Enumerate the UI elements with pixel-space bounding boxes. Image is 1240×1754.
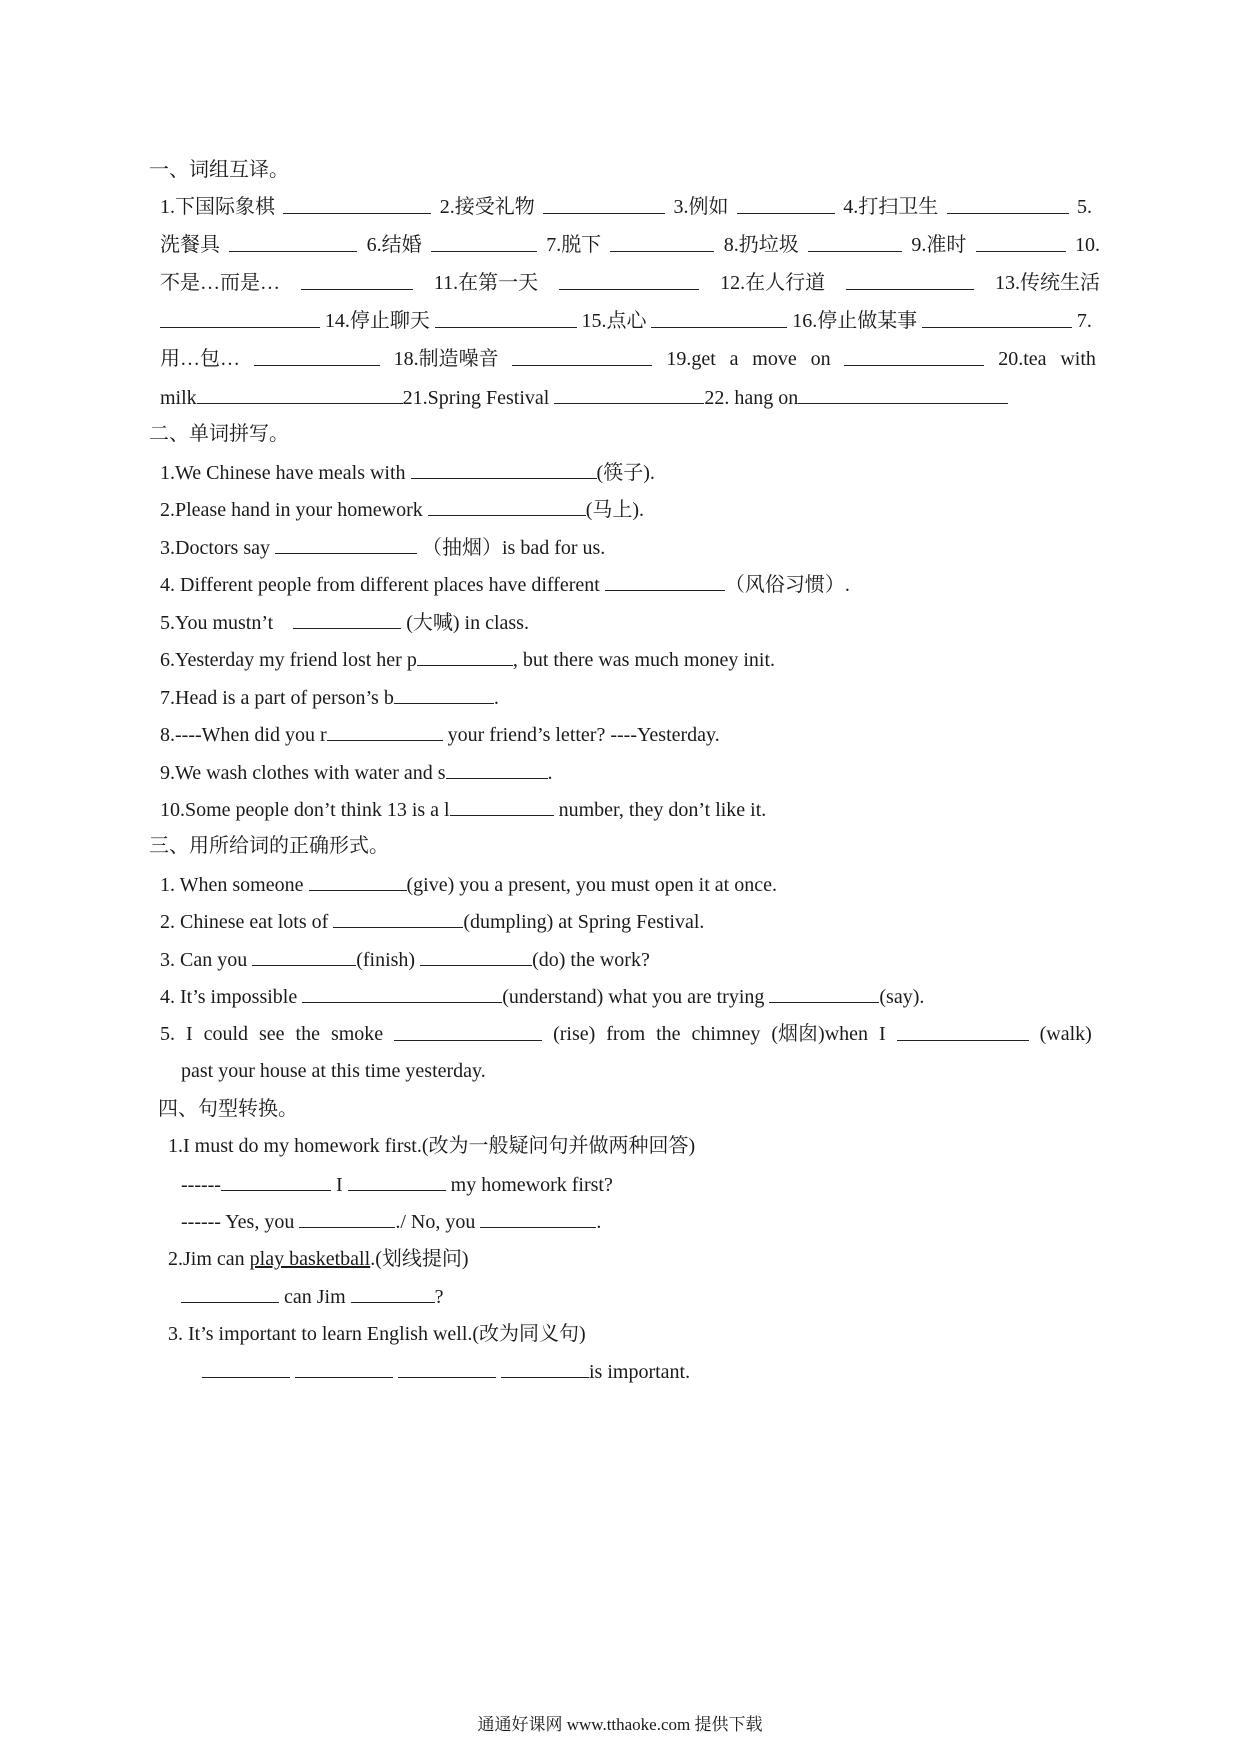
s1-item: 7.脱下: [546, 234, 602, 256]
s1-item: a: [729, 348, 739, 370]
s3-question-5-cont: past your house at this time yesterday.: [181, 1060, 486, 1082]
s1-item: 洗餐具: [160, 234, 220, 256]
answer-blank[interactable]: [160, 308, 320, 328]
answer-blank[interactable]: [293, 609, 401, 629]
s1-item: 5.: [1077, 196, 1092, 218]
s1-item: 9.准时: [911, 234, 967, 256]
s1-item: 22. hang on: [704, 387, 799, 409]
answer-blank[interactable]: [283, 194, 431, 214]
answer-blank[interactable]: [480, 1208, 596, 1228]
s1-item: 10.: [1074, 234, 1100, 256]
s1-line-5: [160, 346, 1096, 372]
s1-item: 16.停止做某事: [792, 310, 918, 332]
answer-blank[interactable]: [435, 308, 577, 328]
s1-item: move: [752, 348, 797, 370]
answer-blank[interactable]: [844, 346, 984, 366]
s1-line-4: [160, 308, 1092, 334]
s4-question-2: 2.Jim can play basketball.(划线提问): [168, 1248, 469, 1270]
section-4-heading: 四、句型转换。: [158, 1098, 298, 1120]
answer-blank[interactable]: [501, 1358, 589, 1378]
s1-item: 21.Spring Festival: [402, 387, 550, 409]
answer-blank[interactable]: [976, 232, 1066, 252]
answer-blank[interactable]: [229, 232, 357, 252]
answer-blank[interactable]: [301, 270, 413, 290]
s1-item: 7.: [1076, 310, 1092, 332]
answer-blank[interactable]: [808, 232, 902, 252]
answer-blank[interactable]: [610, 232, 714, 252]
s1-item: on: [810, 348, 831, 370]
s1-item: 11.在第一天: [433, 272, 539, 294]
s2-question-10: 10.Some people don’t think 13 is a l number, they don’t like it.: [160, 796, 766, 823]
s3-question-1: 1. When someone (give) you a present, you must open it at once.: [160, 871, 777, 898]
s2-question-8: 8.----When did you r your friend’s letter? ----Yesterday.: [160, 721, 720, 748]
answer-blank[interactable]: [420, 946, 532, 966]
answer-blank[interactable]: [846, 270, 974, 290]
answer-blank[interactable]: [431, 232, 537, 252]
s2-question-6: 6.Yesterday my friend lost her p , but there was much money init.: [160, 646, 775, 673]
s1-item: 20.tea: [998, 348, 1047, 370]
answer-blank[interactable]: [221, 1171, 331, 1191]
s2-question-7: 7.Head is a part of person’s b .: [160, 684, 499, 711]
s1-item: 13.传统生活: [994, 272, 1100, 294]
section-1-heading: 一、词组互译。: [149, 159, 289, 181]
answer-blank[interactable]: [181, 1283, 279, 1303]
answer-blank[interactable]: [651, 308, 787, 328]
answer-blank[interactable]: [554, 384, 704, 404]
answer-blank[interactable]: [302, 983, 502, 1003]
s1-item: 3.例如: [673, 196, 729, 218]
s1-item: 用…包…: [160, 348, 240, 370]
s4-question-3: 3. It’s important to learn English well.(改为同义句): [168, 1323, 586, 1345]
answer-blank[interactable]: [299, 1208, 395, 1228]
s4-q1-answer-2: ------ Yes, you ./ No, you .: [181, 1208, 601, 1235]
section-3-heading: 三、用所给词的正确形式。: [149, 835, 389, 857]
answer-blank[interactable]: [348, 1171, 446, 1191]
s2-question-9: 9.We wash clothes with water and s .: [160, 759, 553, 786]
s4-q2-answer: can Jim ?: [181, 1283, 444, 1310]
s3-question-5: 5. I could see the smoke (rise) from the chimney (烟囱)when I (walk): [160, 1023, 1092, 1045]
answer-blank[interactable]: [197, 384, 403, 404]
s1-line-1: [160, 194, 1092, 220]
s1-line-6: [160, 384, 1008, 411]
s1-item: 8.扔垃圾: [723, 234, 799, 256]
s1-item: 不是…而是…: [160, 272, 280, 294]
answer-blank[interactable]: [947, 194, 1069, 214]
answer-blank[interactable]: [922, 308, 1072, 328]
answer-blank[interactable]: [450, 796, 554, 816]
answer-blank[interactable]: [543, 194, 665, 214]
answer-blank[interactable]: [309, 871, 407, 891]
answer-blank[interactable]: [428, 496, 586, 516]
section-2-heading: 二、单词拼写。: [149, 423, 289, 445]
answer-blank[interactable]: [351, 1283, 435, 1303]
answer-blank[interactable]: [446, 759, 548, 779]
answer-blank[interactable]: [275, 534, 417, 554]
answer-blank[interactable]: [333, 908, 463, 928]
s1-item: 18.制造噪音: [393, 348, 499, 370]
answer-blank[interactable]: [897, 1021, 1029, 1041]
answer-blank[interactable]: [202, 1358, 290, 1378]
answer-blank[interactable]: [327, 721, 443, 741]
s4-q1-answer-1: ------ I my homework first?: [181, 1171, 613, 1198]
s2-question-1: 1.We Chinese have meals with (筷子).: [160, 459, 655, 486]
answer-blank[interactable]: [411, 459, 597, 479]
answer-blank[interactable]: [254, 346, 380, 366]
answer-blank[interactable]: [417, 646, 513, 666]
answer-blank[interactable]: [394, 684, 494, 704]
answer-blank[interactable]: [295, 1358, 393, 1378]
s2-question-2: 2.Please hand in your homework (马上).: [160, 496, 644, 523]
s2-question-3: 3.Doctors say （抽烟）is bad for us.: [160, 534, 605, 561]
s1-item: 2.接受礼物: [439, 196, 535, 218]
s1-item: 6.结婚: [366, 234, 422, 256]
s2-question-4: 4. Different people from different places have different （风俗习惯）.: [160, 571, 850, 598]
s3-question-3: 3. Can you (finish) (do) the work?: [160, 946, 650, 973]
s1-line-3: [160, 270, 1100, 296]
s4-q3-answer: is important.: [202, 1358, 690, 1385]
answer-blank[interactable]: [798, 384, 1008, 404]
s1-line-2: [160, 232, 1100, 258]
s3-question-2: 2. Chinese eat lots of (dumpling) at Spring Festival.: [160, 908, 704, 935]
answer-blank[interactable]: [252, 946, 356, 966]
s4-question-1: 1.I must do my homework first.(改为一般疑问句并做两种回答): [168, 1135, 696, 1157]
s1-item: 12.在人行道: [720, 272, 826, 294]
s1-item: milk: [160, 387, 197, 409]
answer-blank[interactable]: [737, 194, 835, 214]
answer-blank[interactable]: [769, 983, 879, 1003]
answer-blank[interactable]: [605, 571, 725, 591]
s1-item: 14.停止聊天: [324, 310, 430, 332]
s1-item: with: [1060, 348, 1096, 370]
answer-blank[interactable]: [512, 346, 652, 366]
s1-item: 19.get: [666, 348, 716, 370]
page-footer: 通通好课网 www.tthaoke.com 提供下载: [477, 1715, 763, 1734]
s1-item: 4.打扫卫生: [843, 196, 939, 218]
s3-question-4: 4. It’s impossible (understand) what you are trying (say).: [160, 983, 924, 1010]
s1-item: 1.下国际象棋: [160, 196, 275, 218]
s1-item: 15.点心: [581, 310, 647, 332]
answer-blank[interactable]: [559, 270, 699, 290]
answer-blank[interactable]: [394, 1021, 542, 1041]
s2-question-5: 5.You mustn’t (大喊) in class.: [160, 609, 529, 636]
answer-blank[interactable]: [398, 1358, 496, 1378]
